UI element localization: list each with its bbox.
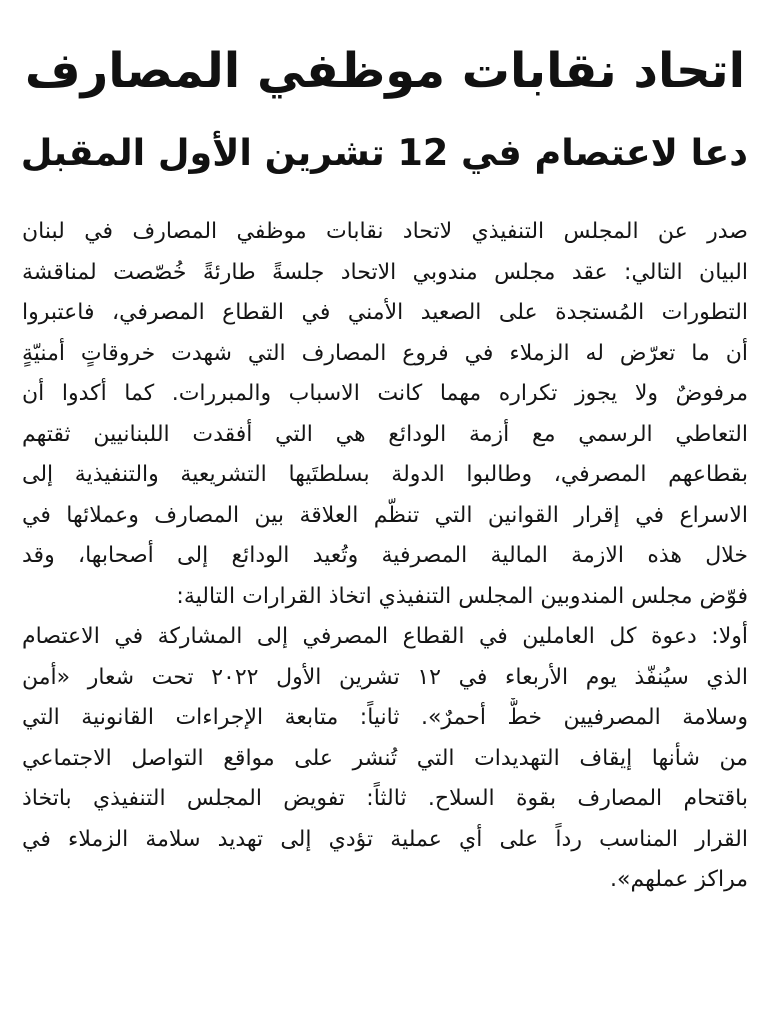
headline-line-1: اتحاد نقابات موظفي المصارف [24,43,746,99]
body-line: التعاطي الرسمي مع أزمة الودائع هي التي أفقدت اللبنانيين ثقتهم [22,421,748,447]
body-line: وسلامة المصرفيين خطٌّ أحمرٌ». ثانياً: متابعة الإجراءات القانونية التي [22,705,748,730]
headline-line-2: دعا لاعتصام في 12 تشرين الأول المقبل [20,131,748,174]
body-line: مراكز عملهم». [609,867,748,892]
body-line: بقطاعهم المصرفي، وطالبوا الدولة بسلطتَيها التشريعية والتنفيذية إلى [22,462,748,487]
body-line: الذي سيُنفّذ يوم الأربعاء في ١٢ تشرين الأول ٢٠٢٢ تحت شعار «أمن [22,664,748,690]
body-line: من شأنها إيقاف التهديدات التي تُنشر على مواقع التواصل الاجتماعي [22,745,748,771]
body-line: الاسراع في إقرار القوانين التي تنظّم العلاقة بين المصارف وعملائها في [22,502,748,528]
body-line: خلال هذه الازمة المالية المصرفية وتُعيد الودائع إلى أصحابها، وقد [22,543,748,568]
body-line: القرار المناسب رداً على أي عملية تؤدي إلى تهديد سلامة الزملاء في [22,826,748,852]
article-body [22,212,748,901]
body-line: أولا: دعوة كل العاملين في القطاع المصرفي إلى المشاركة في الاعتصام [22,624,748,649]
body-line: التطورات المُستجدة على الصعيد الأمني في القطاع المصرفي، فاعتبروا [22,300,748,325]
body-line: البيان التالي: عقد مجلس مندوبي الاتحاد جلسةً طارئةً خُصّصت لمناقشة [22,259,748,285]
body-line: صدر عن المجلس التنفيذي لاتحاد نقابات موظفي المصارف في لبنان [22,219,748,244]
article-headline [22,30,748,194]
body-line: أن ما تعرّض له الزملاء في فروع المصارف التي شهدت خروقاتٍ أمنيّةٍ [22,340,748,366]
body-line: مرفوضٌ ولا يجوز تكراره مهما كانت الاسباب والمبررات. كما أكدوا أن [22,381,748,406]
body-line: باقتحام المصارف بقوة السلاح. ثالثاً: تفويض المجلس التنفيذي باتخاذ [22,786,748,811]
body-line: فوّض مجلس المندوبين المجلس التنفيذي اتخاذ القرارات التالية: [176,583,748,609]
